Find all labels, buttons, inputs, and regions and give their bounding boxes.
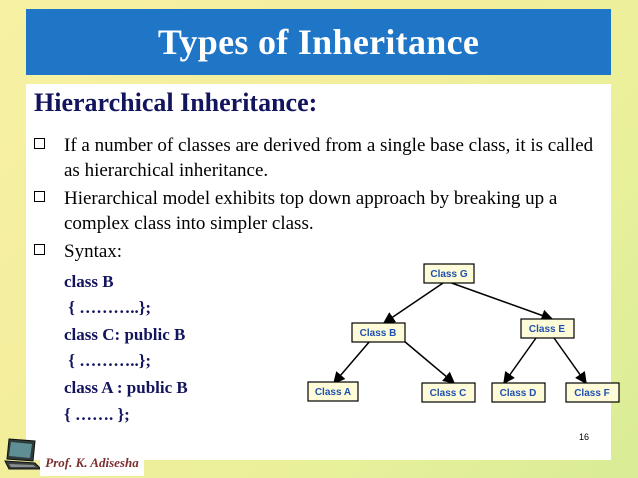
code-line: class C: public B bbox=[64, 325, 186, 344]
bullet-square-icon bbox=[34, 191, 45, 202]
node-label: Class G bbox=[430, 269, 468, 280]
node-label: Class E bbox=[528, 324, 566, 335]
edge-b-a bbox=[334, 341, 370, 383]
bullet-text: Syntax: bbox=[64, 241, 123, 262]
bullet-text: Hierarchical model exhibits top down approach by breaking up a complex class into simpler class. bbox=[64, 188, 558, 234]
bullet-square-icon bbox=[34, 244, 45, 255]
code-line: class B bbox=[64, 272, 114, 291]
node-label: Class F bbox=[574, 388, 610, 399]
laptop-icon bbox=[3, 437, 43, 475]
section-heading: Hierarchical Inheritance: bbox=[34, 88, 318, 117]
edge-g-e bbox=[446, 281, 552, 319]
code-line: { ……. }; bbox=[64, 405, 130, 424]
slide-title: Types of Inheritance bbox=[157, 22, 480, 62]
edge-e-f bbox=[554, 338, 586, 383]
node-label: Class A bbox=[314, 387, 352, 398]
code-line: class A : public B bbox=[64, 378, 188, 397]
author-label: Prof. K. Adisesha bbox=[40, 450, 144, 476]
node-label: Class B bbox=[359, 328, 397, 339]
bullet-square-icon bbox=[34, 138, 45, 149]
edge-b-c bbox=[404, 341, 454, 383]
code-line: { ………..}; bbox=[64, 298, 152, 317]
code-line: { ………..}; bbox=[64, 351, 152, 370]
page-number: 16 bbox=[578, 432, 589, 442]
bullet-text: If a number of classes are derived from a single base class, it is called as hierarchical inheritance. bbox=[64, 135, 594, 181]
node-label: Class C bbox=[429, 388, 467, 399]
hierarchy-diagram bbox=[304, 261, 610, 415]
title-bar bbox=[26, 9, 611, 75]
edge-e-d bbox=[504, 338, 536, 383]
edge-g-b bbox=[384, 281, 446, 323]
content-panel bbox=[26, 84, 611, 460]
node-label: Class D bbox=[499, 388, 537, 399]
